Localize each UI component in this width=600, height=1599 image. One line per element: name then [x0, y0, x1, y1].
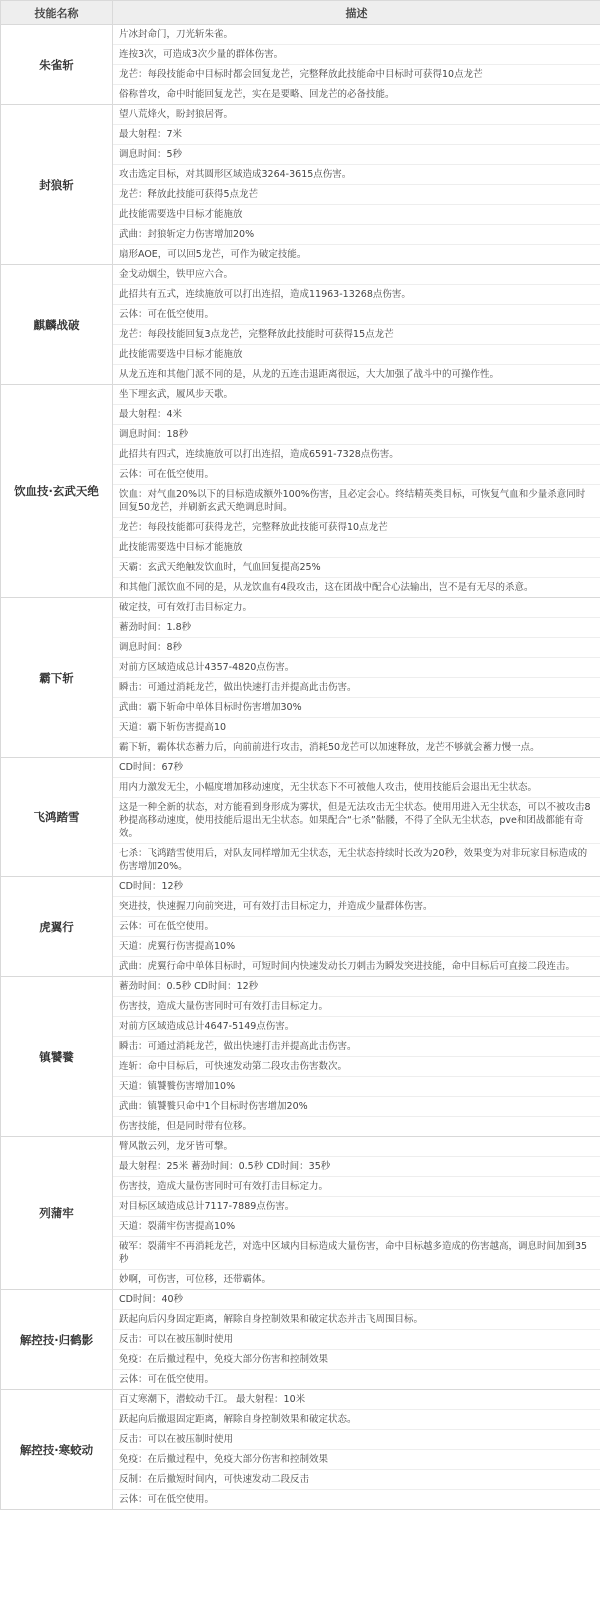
description-line: 七杀：飞鸿踏雪使用后，对队友同样增加无尘状态，无尘状态持续时长改为20秒，效果变为对非玩家目标造成的伤害增加20%。 [119, 848, 588, 872]
header-skill-name: 技能名称 [1, 1, 113, 25]
skill-name: 麒麟战破 [1, 265, 113, 385]
description-line: 对目标区域造成总计7117-7889点伤害。 [113, 1197, 600, 1217]
skill-name: 饮血技·玄武天绝 [1, 385, 113, 598]
table-row [1, 758, 600, 877]
description-line: 反制：在后撤短时间内，可快速发动二段反击 [113, 1470, 600, 1490]
description-line: 突进技，快速握刀向前突进，可有效打击目标定力，并造成少量群体伤害。 [113, 897, 600, 917]
skill-name: 虎翼行 [1, 877, 113, 977]
description-line: 龙芒：每段技能命中目标时都会回复龙芒，完整释放此技能命中目标时可获得10点龙芒 [113, 65, 600, 85]
description-line: 免疫：在后撤过程中，免疫大部分伤害和控制效果 [113, 1350, 600, 1370]
description-line: 伤害技能，但是同时带有位移。 [119, 1121, 253, 1132]
description-line: 百丈寒潮下，潜蛟动千江。 最大射程：10米 [113, 1390, 600, 1410]
description-line: 用内力激发无尘，小幅度增加移动速度，无尘状态下不可被他人攻击，使用技能后会退出无尘状态。 [113, 778, 600, 798]
description-line: 望八荒烽火，盼封狼居胥。 [113, 105, 600, 125]
description-line: 反击：可以在被压制时使用 [113, 1330, 600, 1350]
skill-description [113, 25, 600, 105]
skill-description [113, 1290, 600, 1390]
description-line: 此技能需要选中目标才能施放 [113, 345, 600, 365]
skill-name: 朱雀斩 [1, 25, 113, 105]
table-row [1, 598, 600, 758]
description-line: 武曲：霸下斩命中单体目标时伤害增加30% [113, 698, 600, 718]
description-line: 此招共有五式，连续施放可以打出连招，造成11963-13268点伤害。 [113, 285, 600, 305]
description-line: 攻击选定目标，对其圆形区域造成3264-3615点伤害。 [113, 165, 600, 185]
description-line: 天道：裂蒲牢伤害提高10% [113, 1217, 600, 1237]
description-line: 武曲：镇饕餮只命中1个目标时伤害增加20% [113, 1097, 600, 1117]
description-line: CD时间：12秒 [113, 877, 600, 897]
description-line: 对前方区域造成总计4647-5149点伤害。 [113, 1017, 600, 1037]
description-line: 伤害技，造成大量伤害同时可有效打击目标定力。 [113, 997, 600, 1017]
description-line: 龙芒：释放此技能可获得5点龙芒 [113, 185, 600, 205]
table-row [1, 105, 600, 265]
description-line: CD时间：40秒 [113, 1290, 600, 1310]
description-line: 反击：可以在被压制时使用 [113, 1430, 600, 1450]
description-line: 跃起向后撤退固定距离，解除自身控制效果和破定状态。 [113, 1410, 600, 1430]
skill-name: 霸下斩 [1, 598, 113, 758]
description-line: 此招共有四式，连续施放可以打出连招，造成6591-7328点伤害。 [113, 445, 600, 465]
description-line: 免疫：在后撤过程中，免疫大部分伤害和控制效果 [113, 1450, 600, 1470]
description-line: 调息时间：18秒 [113, 425, 600, 445]
description-line: 云体：可在低空使用。 [113, 917, 600, 937]
description-line: 臂风散云列，龙牙皆可撃。 [113, 1137, 600, 1157]
table-row [1, 977, 600, 1137]
table-row [1, 1137, 600, 1290]
description-line: 破军：裂蒲牢不再消耗龙芒，对选中区域内目标造成大量伤害，命中目标越多造成的伤害越高，调息时间加到35秒 [113, 1237, 600, 1270]
description-line: 调息时间：8秒 [113, 638, 600, 658]
description-line: 这是一种全新的状态，对方能看到身形成为雾状，但是无法攻击无尘状态。使用用进入无尘状态，可以不被攻击8秒提高移动速度，使用技能后退出无尘状态。如果配合“七杀”骷髅，不得了全队无尘状态，pve和团战都能有奇效。 [113, 798, 600, 844]
skill-name: 封狼斩 [1, 105, 113, 265]
skill-description [113, 265, 600, 385]
description-line: 龙芒：每段技能回复3点龙芒，完整释放此技能时可获得15点龙芒 [113, 325, 600, 345]
description-line: 瞬击：可通过消耗龙芒，做出快速打击并提高此击伤害。 [113, 1037, 600, 1057]
description-line: 饮血：对气血20%以下的目标造成额外100%伤害，且必定会心。终结精英类目标，可恢复气血和少量杀意同时回复50龙芒，并刷新玄武天绝调息时间。 [113, 485, 600, 518]
description-line: 连按3次，可造成3次少量的群体伤害。 [113, 45, 600, 65]
description-line: 天道：霸下斩伤害提高10 [113, 718, 600, 738]
description-line: 云体：可在低空使用。 [119, 1374, 215, 1385]
skill-name: 飞鸿踏雪 [1, 758, 113, 877]
skill-description [113, 977, 600, 1137]
table-row [1, 877, 600, 977]
description-line: 跃起向后闪身固定距离，解除自身控制效果和破定状态并击飞周围目标。 [113, 1310, 600, 1330]
table-row [1, 1390, 600, 1510]
table-row [1, 1290, 600, 1390]
skill-name: 列蒲牢 [1, 1137, 113, 1290]
description-line: 瞬击：可通过消耗龙芒，做出快速打击并提高此击伤害。 [113, 678, 600, 698]
description-line: 妙啊，可伤害，可位移，还带霸体。 [119, 1274, 272, 1285]
skill-description [113, 598, 600, 758]
table-body [1, 25, 600, 1510]
description-line: 天道：镇饕餮伤害增加10% [113, 1077, 600, 1097]
skill-description [113, 1390, 600, 1510]
description-line: 破定技，可有效打击目标定力。 [113, 598, 600, 618]
skill-name: 镇饕餮 [1, 977, 113, 1137]
description-line: 最大射程：25米 蓄劲时间：0.5秒 CD时间：35秒 [113, 1157, 600, 1177]
description-line: 和其他门派饮血不同的是，从龙饮血有4段攻击，这在团战中配合心法输出，岂不是有无尽的杀意。 [119, 582, 534, 593]
description-line: 坐下埋玄武，履风步天歌。 [113, 385, 600, 405]
description-line: 天道：虎翼行伤害提高10% [113, 937, 600, 957]
description-line: 从龙五连和其他门派不同的是，从龙的五连击退距离很远，大大加强了战斗中的可操作性。 [119, 369, 500, 380]
header-description: 描述 [113, 1, 600, 25]
description-line: 云体：可在低空使用。 [119, 1494, 215, 1505]
description-line: 云体：可在低空使用。 [113, 305, 600, 325]
description-line: 连斩：命中目标后，可快速发动第二段攻击伤害数次。 [113, 1057, 600, 1077]
skill-description [113, 1137, 600, 1290]
description-line: 对前方区域造成总计4357-4820点伤害。 [113, 658, 600, 678]
description-line: 金戈动烟尘，铁甲应六合。 [113, 265, 600, 285]
table-header-row [1, 1, 600, 25]
table-row [1, 265, 600, 385]
description-line: 此技能需要选中目标才能施放 [113, 205, 600, 225]
table-row [1, 25, 600, 105]
description-line: 武曲：虎翼行命中单体目标时，可短时间内快速发动长刀刺击为瞬发突进技能，命中目标后可直接二段连击。 [119, 961, 576, 972]
description-line: 最大射程：4米 [113, 405, 600, 425]
description-line: 蓄劲时间：1.8秒 [113, 618, 600, 638]
skill-description [113, 877, 600, 977]
description-line: 伤害技，造成大量伤害同时可有效打击目标定力。 [113, 1177, 600, 1197]
description-line: 武曲：封狼斩定力伤害增加20% [113, 225, 600, 245]
skill-name: 解控技·寒蛟动 [1, 1390, 113, 1510]
skill-name: 解控技·归鹤影 [1, 1290, 113, 1390]
skill-description [113, 385, 600, 598]
description-line: 片冰封命门，刀光斩朱雀。 [113, 25, 600, 45]
skill-description [113, 758, 600, 877]
description-line: 云体：可在低空使用。 [113, 465, 600, 485]
description-line: 天霸：玄武天绝触发饮血时，气血回复提高25% [113, 558, 600, 578]
description-line: 俗称普攻，命中时能回复龙芒，实在是要略、回龙芒的必备技能。 [119, 89, 395, 100]
table-row [1, 385, 600, 598]
description-line: 扇形AOE，可以回5龙芒，可作为破定技能。 [119, 249, 307, 260]
description-line: CD时间：67秒 [113, 758, 600, 778]
description-line: 霸下斩，霸体状态蓄力后，向前前进行攻击，消耗50龙芒可以加速释放，龙芒不够就会蓄力慢一点。 [119, 742, 540, 753]
description-line: 龙芒：每段技能都可获得龙芒，完整释放此技能可获得10点龙芒 [113, 518, 600, 538]
description-line: 此技能需要选中目标才能施放 [113, 538, 600, 558]
description-line: 蓄劲时间：0.5秒 CD时间：12秒 [113, 977, 600, 997]
skill-description [113, 105, 600, 265]
description-line: 最大射程：7米 [113, 125, 600, 145]
description-line: 调息时间：5秒 [113, 145, 600, 165]
